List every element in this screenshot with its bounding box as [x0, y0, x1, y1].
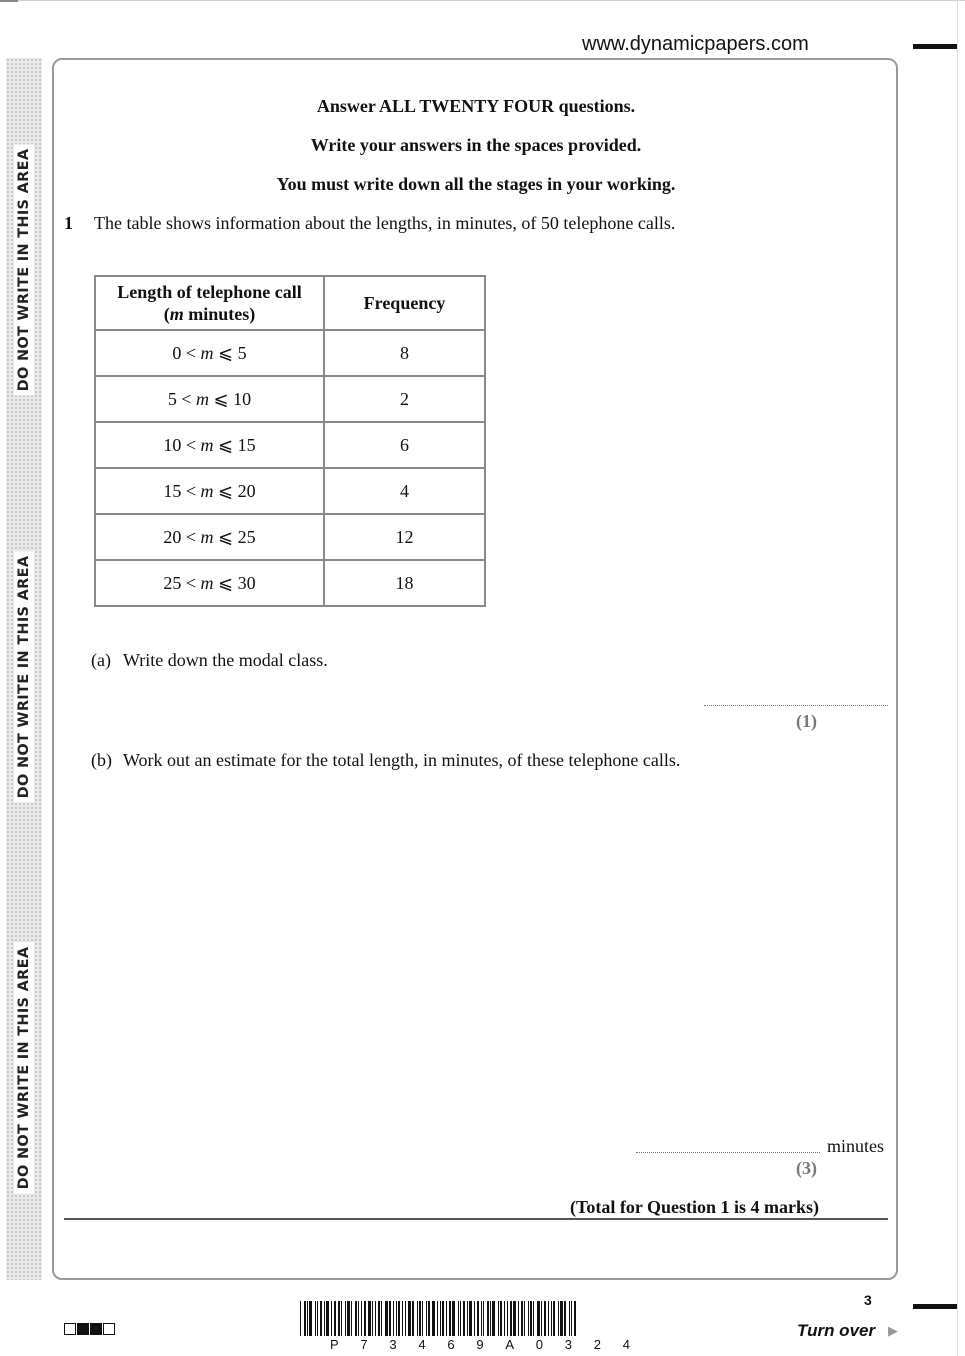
barcode-bar	[419, 1301, 421, 1336]
barcode-bar	[574, 1301, 576, 1336]
frequency-cell: 18	[324, 560, 485, 606]
question-number: 1	[64, 213, 73, 233]
barcode-bar	[504, 1301, 505, 1336]
barcode-bar	[398, 1301, 400, 1336]
side-warning-label: DO NOT WRITE IN THIS AREA	[14, 145, 34, 396]
answer-line-a[interactable]	[704, 705, 888, 706]
barcode-bar	[492, 1301, 495, 1336]
box-empty	[103, 1323, 115, 1335]
barcode-bar	[487, 1301, 489, 1336]
barcode-bar	[490, 1301, 491, 1336]
barcode-bar	[347, 1301, 350, 1336]
barcode-bar	[428, 1301, 430, 1336]
barcode-bar	[417, 1301, 418, 1336]
part-b-text: Work out an estimate for the total length, in minutes, of these telephone calls.	[123, 750, 681, 770]
header-length-unit: minutes)	[183, 304, 256, 324]
barcode-bar	[358, 1301, 359, 1336]
barcode-bar	[300, 1301, 301, 1336]
class-interval: 0 < m ⩽ 5	[95, 330, 324, 376]
alignment-mark-top	[913, 44, 957, 49]
table-row	[95, 560, 485, 606]
barcode-bar	[375, 1301, 376, 1336]
top-corner-tick	[0, 0, 18, 2]
barcode-bar	[449, 1301, 451, 1336]
barcode-bar	[393, 1301, 394, 1336]
barcode-bar	[507, 1301, 508, 1336]
part-a	[91, 650, 328, 671]
barcode-bar	[477, 1301, 479, 1336]
answer-line-b[interactable]	[636, 1152, 820, 1153]
part-a-text: Write down the modal class.	[123, 650, 328, 670]
barcode-bar	[437, 1301, 438, 1336]
barcode	[300, 1301, 650, 1336]
table-row	[95, 514, 485, 560]
barcode-bar	[345, 1301, 346, 1336]
marks-a: (1)	[796, 711, 817, 731]
instruction-line: Answer ALL TWENTY FOUR questions.	[316, 96, 636, 116]
part-b-label: (b)	[91, 750, 112, 770]
header-variable: m	[169, 304, 184, 324]
table-header-length: Length of telephone call (m minutes)	[95, 276, 324, 330]
barcode-bar	[442, 1301, 444, 1336]
barcode-bar	[483, 1301, 484, 1336]
barcode-bar	[324, 1301, 325, 1336]
barcode-bar	[320, 1301, 322, 1336]
barcode-bar	[524, 1301, 525, 1336]
instruction-line: You must write down all the stages in your working.	[276, 174, 676, 194]
barcode-bar	[355, 1301, 357, 1336]
barcode-bar	[331, 1301, 332, 1336]
marks-b: (3)	[796, 1158, 817, 1178]
barcode-bar	[405, 1301, 406, 1336]
barcode-bar	[469, 1301, 472, 1336]
barcode-bar	[548, 1301, 549, 1336]
barcode-bar	[452, 1301, 455, 1336]
barcode-bar	[315, 1301, 316, 1336]
table-header-frequency: Frequency	[324, 276, 485, 330]
instruction-line: Write your answers in the spaces provided.	[310, 135, 642, 155]
barcode-bar	[361, 1301, 362, 1336]
frequency-table	[94, 275, 486, 607]
frequency-cell: 12	[324, 514, 485, 560]
top-border	[0, 0, 965, 1]
table-row	[95, 468, 485, 514]
class-interval: 10 < m ⩽ 15	[95, 422, 324, 468]
frequency-cell: 8	[324, 330, 485, 376]
turn-over-arrow-icon: ▶	[888, 1323, 898, 1338]
barcode-bar	[326, 1301, 329, 1336]
barcode-bar	[402, 1301, 403, 1336]
barcode-bar	[564, 1301, 566, 1336]
barcode-bar	[533, 1301, 534, 1336]
barcode-bar	[521, 1301, 523, 1336]
barcode-bar	[422, 1301, 423, 1336]
part-b	[91, 750, 680, 771]
class-interval: 25 < m ⩽ 30	[95, 560, 324, 606]
barcode-text: P 7 3 4 6 9 A 0 3 2 4	[330, 1337, 630, 1352]
barcode-bar	[432, 1301, 435, 1336]
barcode-bar	[307, 1301, 308, 1336]
right-page-edge	[957, 0, 958, 1356]
page-boxes-mark	[64, 1323, 115, 1335]
barcode-bar	[341, 1301, 342, 1336]
class-interval: 15 < m ⩽ 20	[95, 468, 324, 514]
barcode-bar	[474, 1301, 475, 1336]
website-watermark: www.dynamicpapers.com	[582, 33, 809, 55]
barcode-bar	[530, 1301, 532, 1336]
barcode-bar	[364, 1301, 366, 1336]
frequency-cell: 6	[324, 422, 485, 468]
barcode-bar	[463, 1301, 465, 1336]
page-number: 3	[864, 1292, 872, 1308]
frequency-cell: 2	[324, 376, 485, 422]
barcode-bar	[334, 1301, 336, 1336]
barcode-bar	[544, 1301, 546, 1336]
barcode-bar	[440, 1301, 441, 1336]
barcode-bar	[338, 1301, 340, 1336]
header-length-line1: Length of telephone call	[117, 282, 302, 302]
barcode-bar	[467, 1301, 468, 1336]
question-total: (Total for Question 1 is 4 marks)	[569, 1197, 819, 1217]
barcode-bar	[553, 1301, 555, 1336]
barcode-bar	[537, 1301, 540, 1336]
box-filled	[77, 1323, 89, 1335]
side-warning-label: DO NOT WRITE IN THIS AREA	[14, 943, 34, 1194]
barcode-bar	[408, 1301, 411, 1336]
barcode-bar	[412, 1301, 414, 1336]
question-text: The table shows information about the lengths, in minutes, of 50 telephone calls.	[94, 213, 676, 233]
class-interval: 20 < m ⩽ 25	[95, 514, 324, 560]
barcode-bar	[571, 1301, 572, 1336]
table-row	[95, 422, 485, 468]
barcode-bar	[426, 1301, 427, 1336]
barcode-bar	[460, 1301, 461, 1336]
frequency-cell: 4	[324, 468, 485, 514]
barcode-bar	[389, 1301, 391, 1336]
barcode-bar	[513, 1301, 516, 1336]
barcode-bar	[446, 1301, 447, 1336]
barcode-bar	[541, 1301, 542, 1336]
barcode-bar	[304, 1301, 306, 1336]
barcode-bar	[309, 1301, 312, 1336]
barcode-bar	[560, 1301, 563, 1336]
box-empty	[64, 1323, 76, 1335]
barcode-bar	[351, 1301, 352, 1336]
barcode-bar	[569, 1301, 570, 1336]
barcode-bar	[372, 1301, 373, 1336]
barcode-bar	[381, 1301, 382, 1336]
table-row	[95, 330, 485, 376]
total-rule	[64, 1218, 888, 1220]
barcode-bar	[518, 1301, 519, 1336]
barcode-bar	[378, 1301, 380, 1336]
barcode-bar	[317, 1301, 318, 1336]
table-row	[95, 376, 485, 422]
answer-unit: minutes	[827, 1136, 884, 1156]
barcode-bar	[500, 1301, 502, 1336]
barcode-bar	[558, 1301, 559, 1336]
barcode-bar	[481, 1301, 482, 1336]
box-filled	[90, 1323, 102, 1335]
barcode-bar	[551, 1301, 552, 1336]
barcode-bar	[528, 1301, 529, 1336]
class-interval: 5 < m ⩽ 10	[95, 376, 324, 422]
barcode-bar	[396, 1301, 397, 1336]
barcode-bar	[368, 1301, 371, 1336]
barcode-bar	[385, 1301, 388, 1336]
barcode-bar	[458, 1301, 459, 1336]
alignment-mark-bottom	[913, 1304, 957, 1309]
barcode-bar	[510, 1301, 512, 1336]
turn-over-label: Turn over	[797, 1321, 876, 1340]
barcode-bar	[498, 1301, 499, 1336]
part-a-label: (a)	[91, 650, 111, 670]
side-warning-label: DO NOT WRITE IN THIS AREA	[14, 552, 34, 803]
